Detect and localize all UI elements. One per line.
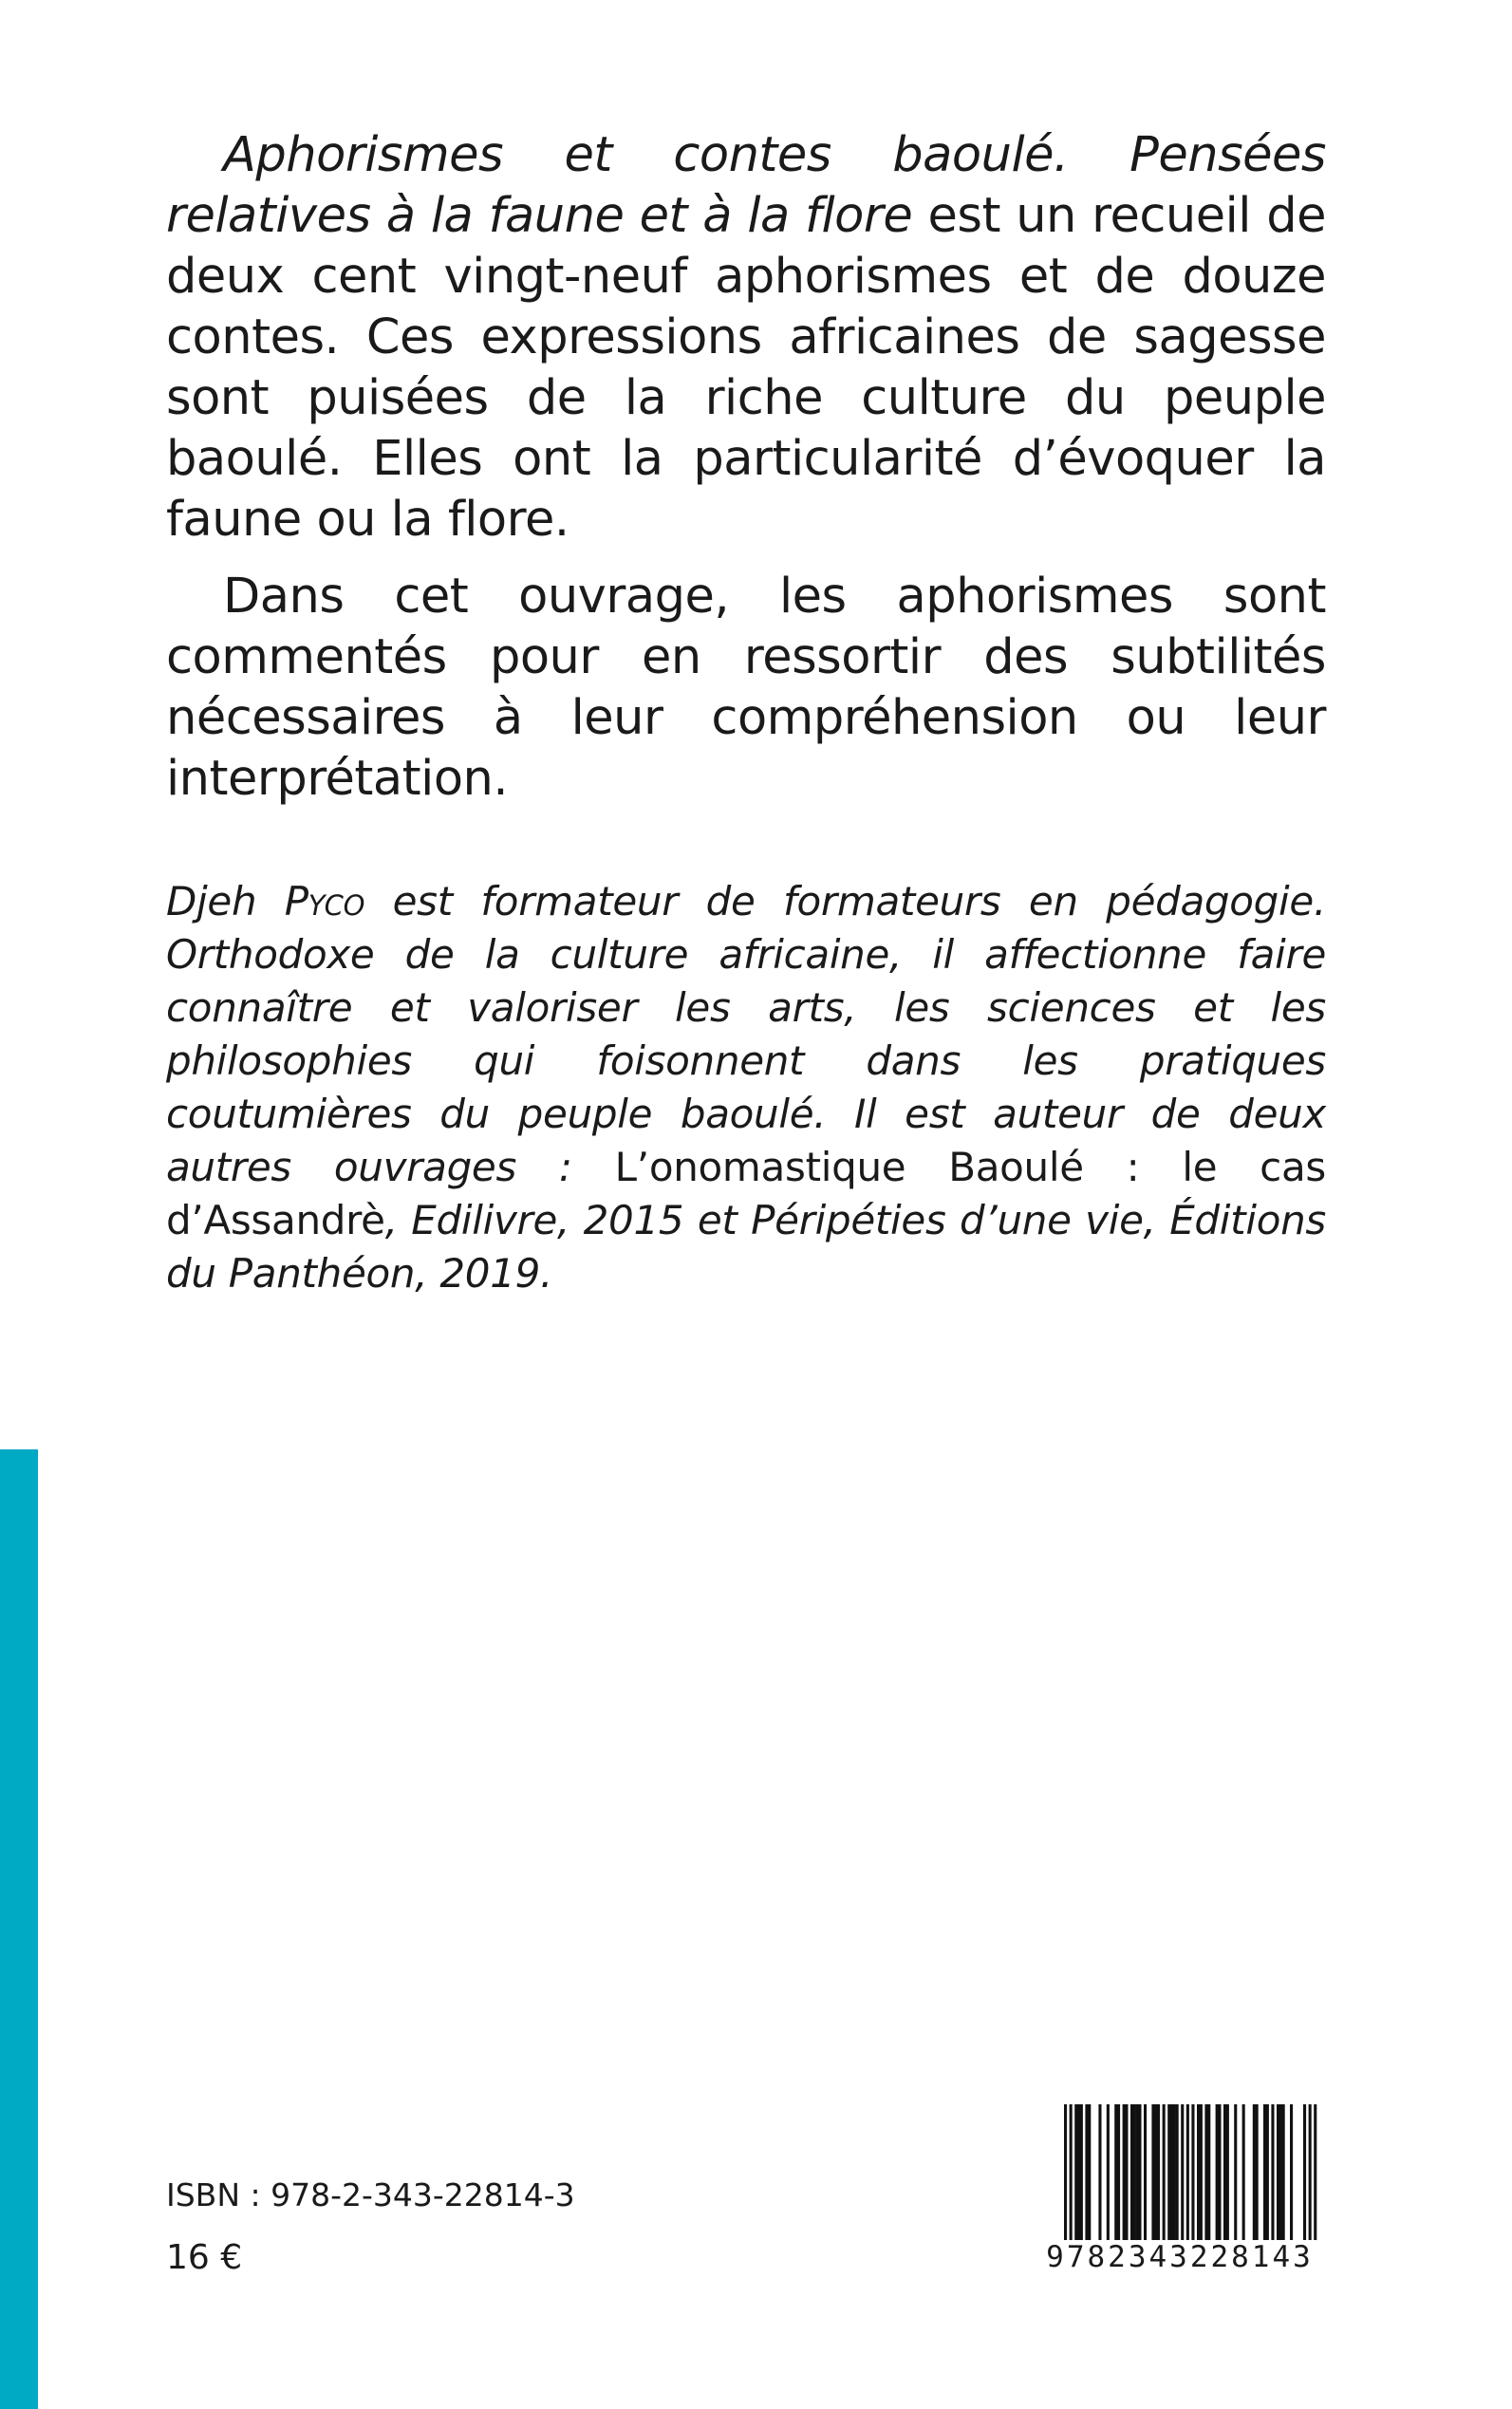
barcode-bar: [1123, 2104, 1126, 2247]
barcode-bar: [1204, 2104, 1207, 2247]
barcode-bar: [1173, 2104, 1176, 2247]
barcode-bar: [1223, 2104, 1226, 2247]
price-label: 16 €: [166, 2238, 243, 2277]
blurb-paragraph-2: Dans cet ouvrage, les aphorismes sont commentés pour en ressortir des subtilités nécessaires à leur compréhension ou leur interprétation.: [166, 569, 1326, 807]
barcode-bar: [1130, 2104, 1133, 2247]
barcode: [1037, 2104, 1322, 2275]
book-title: Aphorismes et contes baoulé. Pensées relatives à la faune et à la flore: [166, 127, 1326, 244]
author-bio: [166, 875, 1326, 1300]
barcode-icon: [1037, 2104, 1322, 2247]
isbn-label: ISBN : 978-2-343-22814-3: [166, 2176, 575, 2213]
barcode-bar: [1226, 2104, 1229, 2247]
barcode-bar: [1117, 2104, 1120, 2247]
publication-info: [166, 2176, 575, 2277]
barcode-bar: [1170, 2104, 1173, 2247]
back-cover-blurb: [166, 125, 1326, 810]
author-last-name: Pyco: [284, 878, 365, 924]
barcode-bar: [1271, 2104, 1274, 2247]
barcode-bar: [1070, 2104, 1073, 2247]
barcode-bar: [1077, 2104, 1080, 2247]
barcode-bar: [1163, 2104, 1166, 2247]
barcode-bar: [1282, 2104, 1285, 2247]
barcode-bar: [1133, 2104, 1136, 2247]
barcode-bar: [1253, 2104, 1256, 2247]
barcode-bar: [1098, 2104, 1101, 2247]
blurb-paragraph-1: [166, 125, 1326, 551]
other-book-title-1: L’onomastique Baoulé : le cas d’Assandrè: [166, 1144, 1326, 1243]
barcode-bar: [1314, 2104, 1316, 2247]
barcode-bar: [1080, 2104, 1083, 2247]
barcode-bar: [1186, 2104, 1189, 2247]
barcode-bar: [1279, 2104, 1282, 2247]
barcode-bar: [1303, 2104, 1306, 2247]
barcode-bar: [1216, 2104, 1219, 2247]
author-bio-paragraph: [166, 875, 1326, 1300]
barcode-bar: [1167, 2104, 1170, 2247]
barcode-bar: [1242, 2104, 1245, 2247]
barcode-bar: [1157, 2104, 1160, 2247]
barcode-bar: [1154, 2104, 1157, 2247]
other-book-publisher-2: , Éditions du Panthéon, 2019.: [166, 1197, 1326, 1297]
barcode-bar: [1074, 2104, 1077, 2247]
barcode-bar: [1138, 2104, 1141, 2247]
barcode-bar: [1191, 2104, 1194, 2247]
barcode-bar: [1064, 2104, 1067, 2247]
barcode-bar: [1263, 2104, 1266, 2247]
barcode-bar: [1088, 2104, 1091, 2247]
barcode-bar: [1290, 2104, 1293, 2247]
barcode-bar: [1136, 2104, 1139, 2247]
barcode-bar: [1218, 2104, 1221, 2247]
barcode-bar: [1309, 2104, 1312, 2247]
barcode-bar: [1151, 2104, 1154, 2247]
barcode-bar: [1277, 2104, 1279, 2247]
other-book-title-2: Péripéties d’une vie: [751, 1197, 1144, 1243]
barcode-bar: [1234, 2104, 1237, 2247]
accent-color-bar: [0, 1449, 38, 2409]
blurb-paragraph-1-text: est un recueil de deux cent vingt-neuf aphorismes et de douze contes. Ces expressions africaines de sagesse sont puisées de la riche culture du peuple baoulé. Elles ont la particularité d’évoquer la faune ou la flore.: [166, 188, 1326, 548]
barcode-bar: [1107, 2104, 1110, 2247]
barcode-bar: [1085, 2104, 1088, 2247]
barcode-bar: [1266, 2104, 1269, 2247]
barcode-digits: 9782343228143: [1037, 2240, 1322, 2274]
barcode-bar: [1207, 2104, 1210, 2247]
barcode-bar: [1125, 2104, 1128, 2247]
barcode-bar: [1256, 2104, 1259, 2247]
barcode-bar: [1114, 2104, 1117, 2247]
barcode-bar: [1200, 2104, 1203, 2247]
barcode-bar: [1197, 2104, 1200, 2247]
author-first-name: Djeh: [166, 878, 285, 924]
barcode-bar: [1181, 2104, 1184, 2247]
barcode-bar: [1144, 2104, 1147, 2247]
barcode-bar: [1176, 2104, 1179, 2247]
other-book-publisher-1: , Edilivre, 2015 et: [384, 1197, 752, 1243]
author-bio-text: est formateur de formateurs en pédagogie. Orthodoxe de la culture africaine, il affectionne faire connaître et valoriser les arts, les sciences et les philosophies qui foisonnent dans les pratiques coutumières du peuple baoulé. Il est auteur de deux autres ouvrages :: [166, 878, 1326, 1190]
